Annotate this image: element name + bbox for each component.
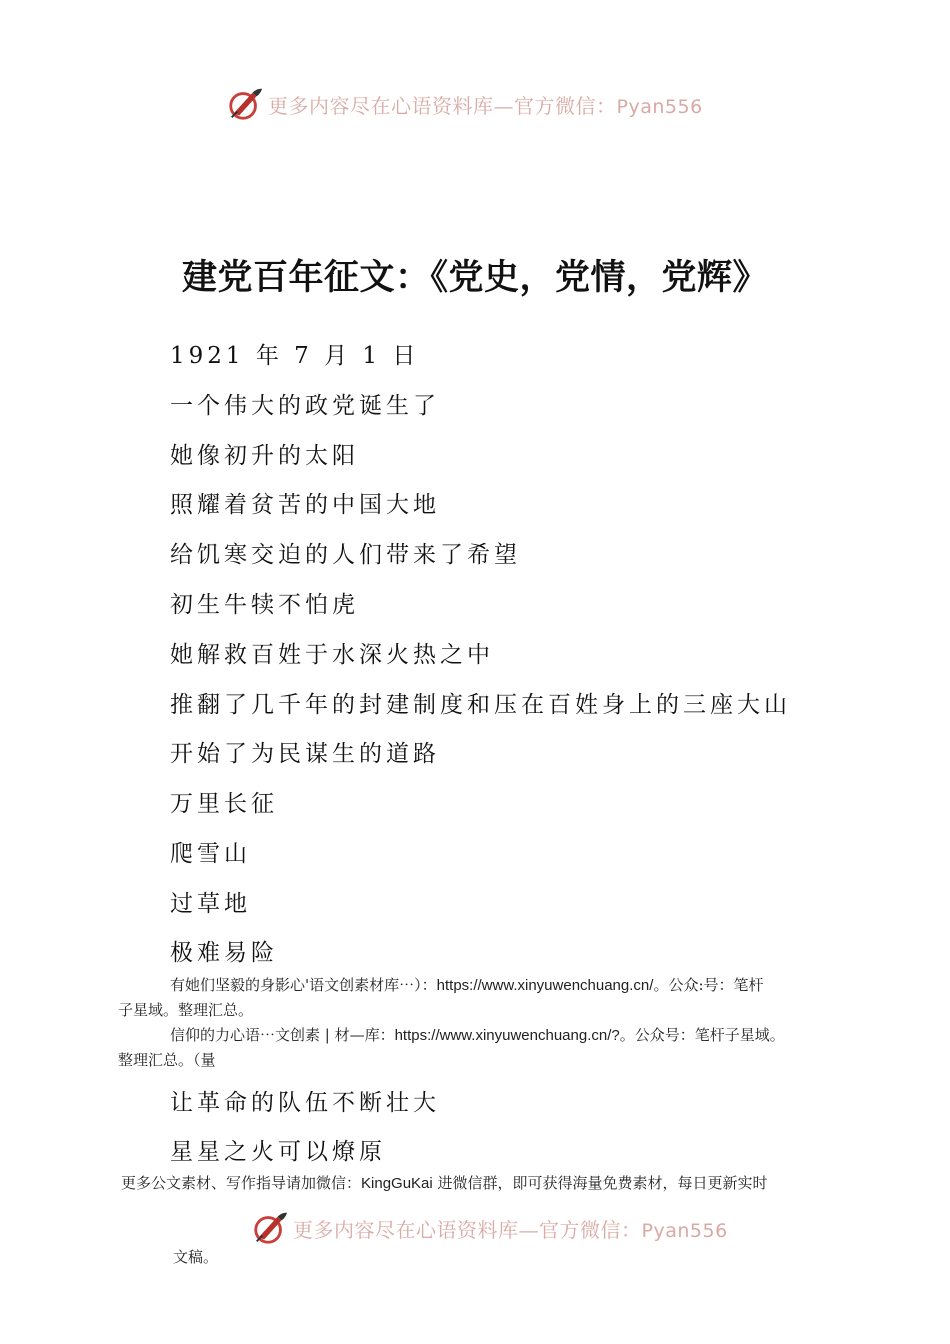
poem-line: 给饥寒交迫的人们带来了希望 [170,542,521,568]
url-link[interactable]: https://www.xinyuwenchuang.cn/ [436,977,654,994]
poem-line: 一个伟大的政党诞生了 [170,393,440,419]
poem-line: 让革命的队伍不断壮大 [170,1090,440,1116]
footer-note-line1: 更多公文素材、写作指导请加微信：KingGuKai 进微信群，即可获得海量免费素材，每日更新实时 [121,1174,768,1192]
poem-line: 过草地 [170,891,251,917]
poem-line: 星星之火可以燎原 [170,1139,386,1165]
poem-line: 她像初升的太阳 [170,443,359,469]
poem-line: 开始了为民谋生的道路 [170,741,440,767]
insert-b-line1: 信仰的力心语⋯文创素 | 材—库：https://www.xinyuwenchuang.cn/?。公众号：笔杆子星域。 [170,1026,785,1044]
watermark-header [226,84,703,124]
poem-line: 爬雪山 [170,841,251,867]
insert-a-line1: 有她们坚毅的身影心'语文创素材库⋯）：https://www.xinyuwenchuang.cn/。公众:号：笔杆 [170,976,764,994]
watermark-text: 更多内容尽在心语资料库—官方微信：Pyan556 [293,1217,728,1242]
watermark-footer [251,1208,728,1248]
quill-logo-icon [251,1209,289,1247]
footer-note-line2: 文稿。 [173,1248,219,1266]
poem-line: 万里长征 [170,791,278,817]
url-link[interactable]: https://www.xinyuwenchuang.cn/? [394,1027,620,1044]
poem-line: 极难易险 [170,940,278,966]
poem-line: 照耀着贫苦的中国大地 [170,492,440,518]
poem-line: 1921 年 7 月 1 日 [170,343,420,369]
poem-line: 初生牛犊不怕虎 [170,592,359,618]
poem-line: 推翻了几千年的封建制度和压在百姓身上的三座大山 [170,692,791,718]
insert-b-line2: 整理汇总。（量 [118,1051,216,1069]
quill-logo-icon [226,85,264,123]
insert-a-line2: 子星域。整理汇总。 [118,1001,254,1019]
watermark-text: 更多内容尽在心语资料库—官方微信：Pyan556 [268,93,703,118]
poem-line: 她解救百姓于水深火热之中 [170,642,494,668]
document-title: 建党百年征文：《党史，党情，党辉》 [181,257,768,298]
